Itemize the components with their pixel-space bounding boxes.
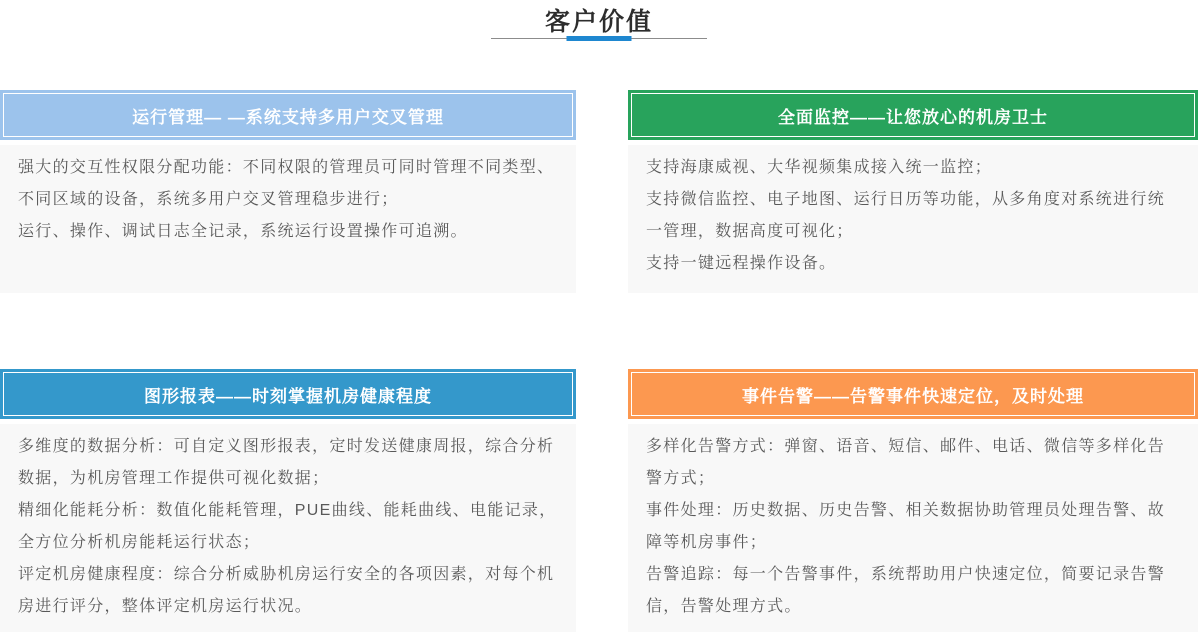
title-divider: [491, 36, 707, 41]
card-paragraph: 强大的交互性权限分配功能：不同权限的管理员可同时管理不同类型、不同区域的设备，系统多用户交叉管理稳步进行；: [18, 159, 555, 208]
card-paragraph: 多样化告警方式：弹窗、语音、短信、邮件、电话、微信等多样化告警方式；: [646, 438, 1166, 487]
page-title-section: [0, 0, 1198, 38]
card-event-alarm-body: [628, 424, 1198, 632]
card-graphic-reports-body: [0, 424, 576, 632]
card-full-monitoring-body: [628, 145, 1198, 293]
card-operation-management: [0, 90, 576, 293]
card-full-monitoring: [628, 90, 1198, 293]
card-event-alarm: [628, 369, 1198, 632]
card-paragraph: 告警追踪：每一个告警事件，系统帮助用户快速定位，简要记录告警信，告警处理方式。: [646, 566, 1166, 615]
card-graphic-reports-header: [0, 369, 576, 419]
card-full-monitoring-title: 全面监控——让您放心的机房卫士: [778, 107, 1048, 127]
card-paragraph: 支持微信监控、电子地图、运行日历等功能，从多角度对系统进行统一管理，数据高度可视化；: [646, 191, 1166, 240]
value-cards-grid: [0, 90, 1198, 632]
card-operation-management-header: [0, 90, 576, 140]
page-title: 客户价值: [544, 8, 653, 36]
card-paragraph: 运行、操作、调试日志全记录，系统运行设置操作可追溯。: [18, 223, 468, 240]
card-paragraph: 事件处理：历史数据、历史告警、相关数据协助管理员处理告警、故障等机房事件；: [646, 502, 1166, 551]
card-paragraph: 精细化能耗分析：数值化能耗管理，PUE曲线、能耗曲线、电能记录，全方位分析机房能耗运行状态；: [18, 502, 557, 551]
card-operation-management-body: [0, 145, 576, 293]
card-event-alarm-header: [628, 369, 1198, 419]
divider-blue-accent: [567, 36, 632, 41]
card-paragraph: 多维度的数据分析：可自定义图形报表，定时发送健康周报，综合分析数据，为机房管理工作提供可视化数据；: [18, 438, 555, 487]
card-graphic-reports-title: 图形报表——时刻掌握机房健康程度: [144, 386, 432, 406]
card-paragraph: 支持海康威视、大华视频集成接入统一监控；: [646, 159, 993, 176]
card-paragraph: 评定机房健康程度：综合分析威胁机房运行安全的各项因素，对每个机房进行评分，整体评定机房运行状况。: [18, 566, 555, 615]
card-operation-management-title: 运行管理— —系统支持多用户交叉管理: [132, 107, 444, 127]
card-paragraph: 支持一键远程操作设备。: [646, 255, 837, 272]
card-event-alarm-title: 事件告警——告警事件快速定位，及时处理: [742, 386, 1084, 406]
card-full-monitoring-header: [628, 90, 1198, 140]
card-graphic-reports: [0, 369, 576, 632]
